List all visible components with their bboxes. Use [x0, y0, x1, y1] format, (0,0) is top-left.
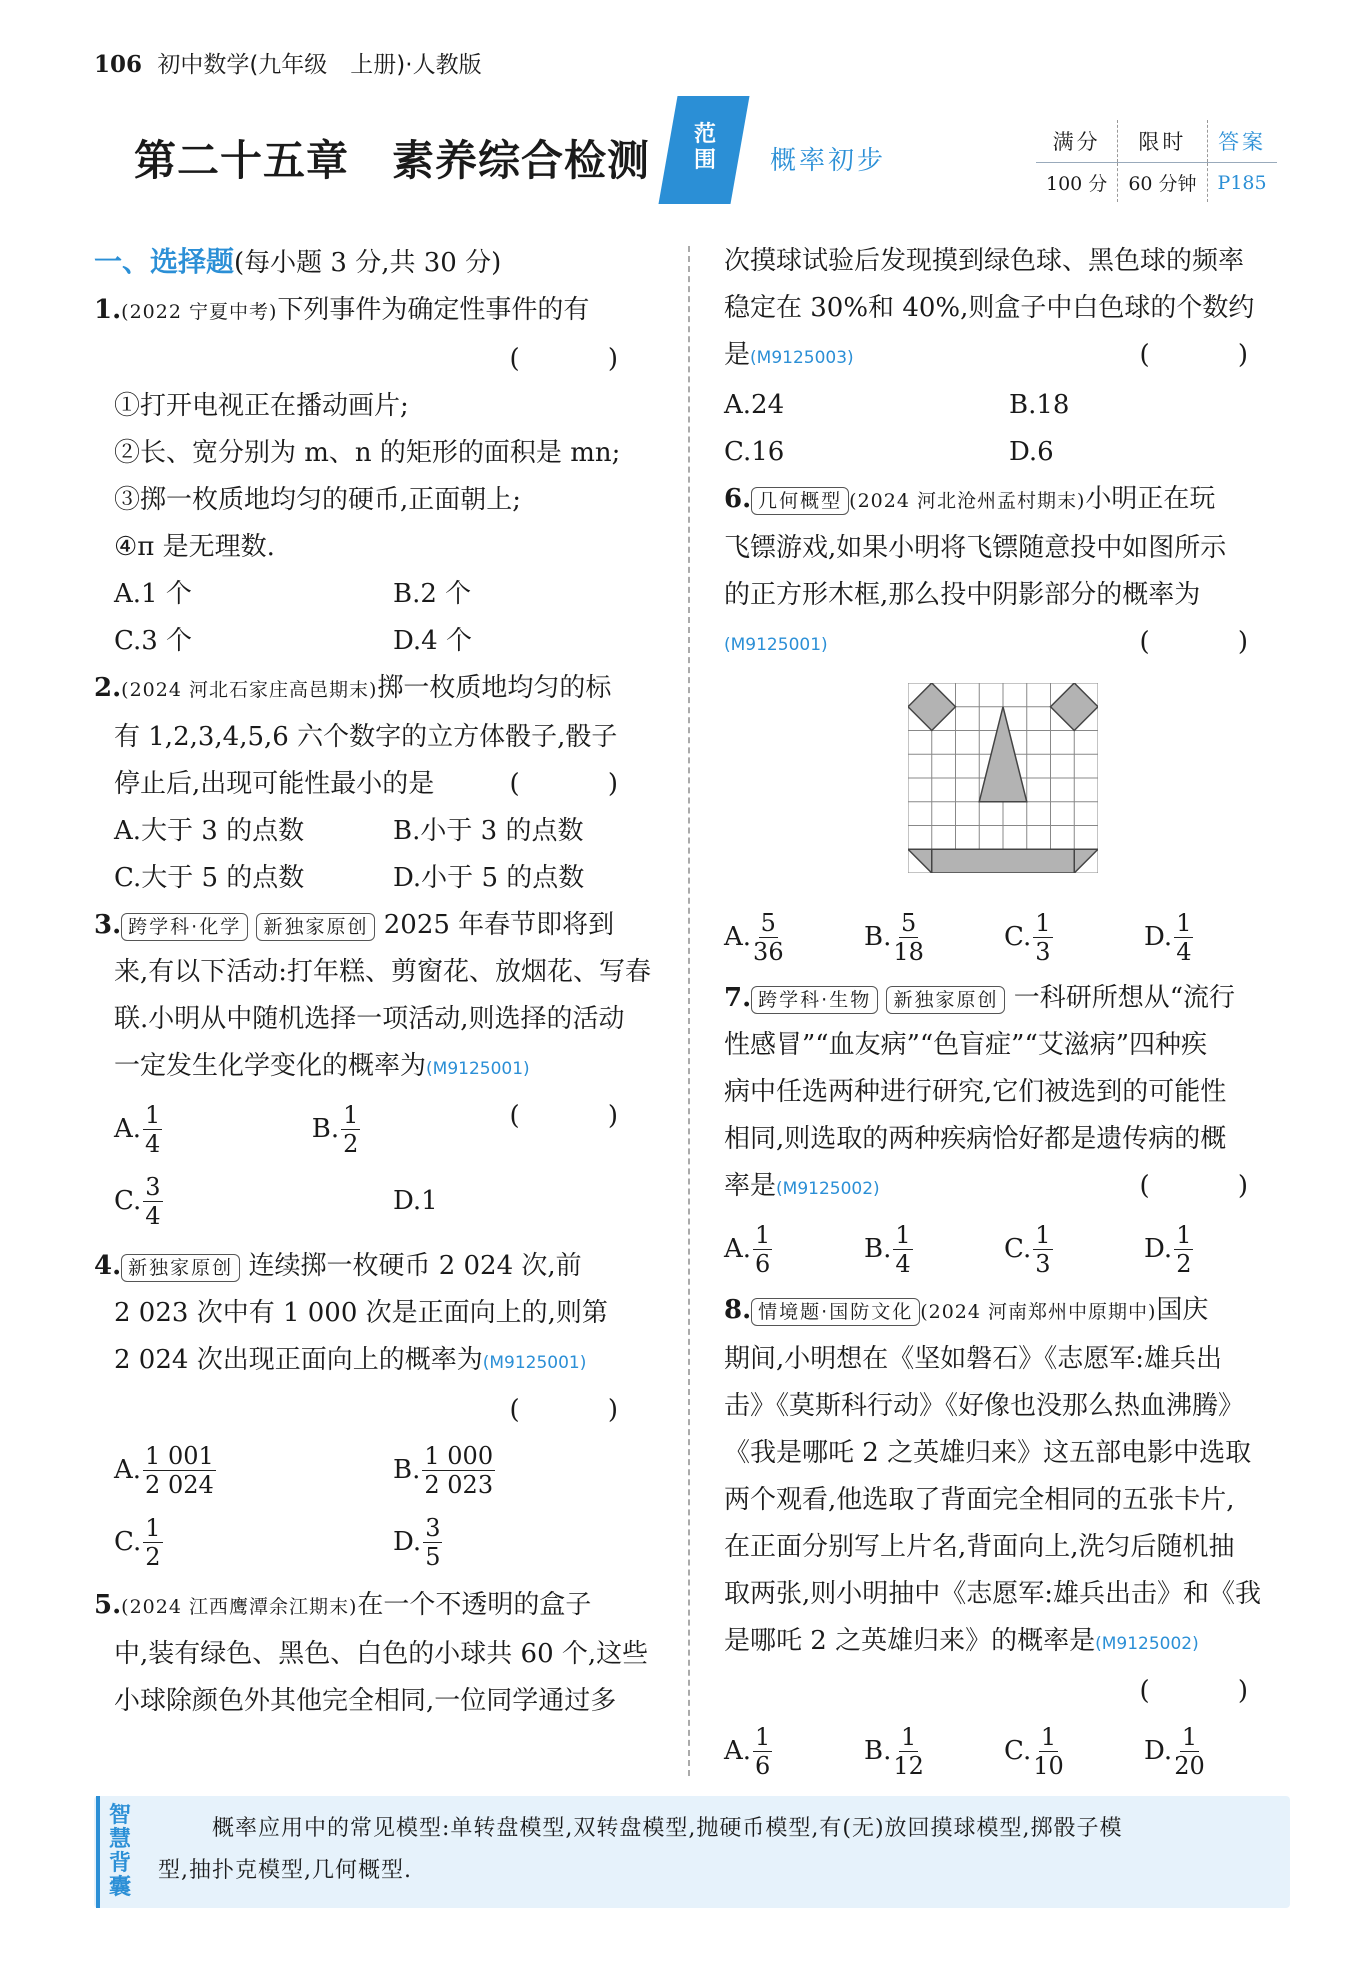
fraction-denominator: 12 [893, 1751, 924, 1780]
option-b[interactable] [312, 1093, 510, 1165]
answer-blank[interactable]: ( ) [1139, 1676, 1288, 1706]
question-8-options [724, 1715, 1302, 1787]
fraction-denominator: 2 023 [424, 1470, 494, 1499]
scope-content: 概率初步 [770, 146, 887, 176]
fraction-denominator: 4 [1176, 937, 1192, 966]
fraction-denominator: 2 [343, 1129, 359, 1158]
fraction-numerator: 1 000 [424, 1441, 494, 1470]
dartboard-figure [908, 683, 1098, 873]
question-7-stem [724, 975, 1302, 1022]
question-text: 联.小明从中随机选择一项活动,则选择的活动 [114, 1004, 625, 1034]
question-4-body [94, 1290, 672, 1578]
question-text: 掷一枚质地均匀的标 [377, 673, 612, 703]
question-text: 来,有以下活动:打年糕、剪窗花、放烟花、写春 [114, 957, 652, 987]
question-7-options [724, 1213, 1302, 1285]
option-b[interactable]: B.18 [1009, 390, 1070, 420]
option-c[interactable]: C.大于 5 的点数 [114, 863, 305, 893]
option-c[interactable] [1004, 1213, 1144, 1285]
question-number: 5. [94, 1590, 122, 1620]
question-1-stem [94, 287, 672, 336]
bottom-trapezoid [908, 849, 1098, 873]
context-tag: 情境题·国防文化 [751, 1298, 920, 1326]
option-letter: D. [1144, 1735, 1173, 1766]
list-item: ③掷一枚质地均匀的硬币,正面朝上; [114, 485, 522, 515]
tip-line: 概率应用中的常见模型:单转盘模型,双转盘模型,抛硬币模型,有(无)放回摸球模型,掷骰子模 [212, 1816, 1123, 1841]
fraction-denominator: 3 [1035, 937, 1051, 966]
tip-label: 智慧背囊 [108, 1803, 131, 1900]
question-text: 在正面分别写上片名,背面向上,洗匀后随机抽 [724, 1532, 1235, 1562]
tip-content [158, 1808, 1278, 1892]
fraction-numerator: 1 [755, 1722, 771, 1751]
fraction-numerator: 3 [145, 1172, 161, 1201]
option-d[interactable] [1144, 1715, 1284, 1787]
fraction-numerator: 3 [425, 1513, 441, 1542]
column-divider [688, 246, 690, 1776]
question-text: 是 [724, 340, 751, 370]
question-source: (2022 宁夏中考) [121, 301, 278, 323]
question-5-body [94, 1631, 672, 1725]
question-text: 在一个不透明的盒子 [357, 1590, 592, 1620]
section-title: 一、选择题 [94, 245, 235, 278]
fraction-numerator: 1 [1181, 1722, 1198, 1751]
option-c[interactable] [1004, 901, 1144, 973]
question-text: 一科研所想从“流行 [1013, 983, 1236, 1013]
question-text: 性感冒”“血友病”“色盲症”“艾滋病”四种疾 [724, 1030, 1208, 1060]
question-text: 《我是哪吒 2 之英雄归来》这五部电影中选取 [724, 1438, 1252, 1468]
option-a[interactable] [724, 1715, 864, 1787]
fraction-denominator: 4 [145, 1201, 161, 1230]
option-letter: C. [1004, 1233, 1032, 1264]
option-c[interactable]: C.3 个 [114, 626, 193, 656]
answer-blank[interactable]: ( ) [1139, 1171, 1288, 1201]
option-text: D.1 [393, 1185, 438, 1216]
option-c[interactable] [114, 1506, 393, 1578]
list-item: ①打开电视正在播动画片; [114, 391, 409, 421]
question-1-items [94, 383, 672, 665]
fraction-numerator: 1 [343, 1100, 359, 1129]
fraction-denominator: 20 [1174, 1751, 1205, 1780]
option-b[interactable] [864, 1715, 1004, 1787]
fraction-denominator: 6 [755, 1249, 771, 1278]
left-column [94, 238, 672, 1725]
fraction-denominator: 2 [1176, 1249, 1192, 1278]
question-text: 2 023 次中有 1 000 次是正面向上的,则第 [114, 1298, 608, 1328]
option-c[interactable]: C.16 [724, 437, 785, 467]
question-text: 的正方形木框,那么投中阴影部分的概率为 [724, 580, 1201, 610]
question-text: 2 024 次出现正面向上的概率为 [114, 1345, 483, 1375]
time-limit-label: 限时 [1118, 120, 1207, 163]
figure-container [724, 669, 1302, 901]
option-letter: C. [1004, 1735, 1032, 1766]
question-4-stem [94, 1243, 672, 1290]
option-letter: B. [393, 1454, 421, 1485]
question-number: 4. [94, 1251, 122, 1281]
question-number: 1. [94, 295, 122, 325]
page-number: 106 [94, 51, 143, 78]
option-a[interactable]: A.大于 3 的点数 [114, 816, 305, 846]
option-a[interactable] [724, 1213, 864, 1285]
question-3-stem [94, 902, 672, 949]
option-a[interactable]: A.24 [724, 390, 785, 420]
option-c[interactable] [1004, 1715, 1144, 1787]
fraction-numerator: 1 [145, 1513, 161, 1542]
question-number: 8. [724, 1295, 752, 1325]
question-text: 飞镖游戏,如果小明将飞镖随意投中如图所示 [724, 533, 1227, 563]
option-b[interactable]: B.2 个 [393, 579, 472, 609]
option-b[interactable] [393, 1434, 672, 1506]
fraction-denominator: 4 [145, 1129, 161, 1158]
option-a[interactable]: A.1 个 [114, 579, 192, 609]
question-text: 一定发生化学变化的概率为 [114, 1051, 427, 1081]
type-tag: 几何概型 [751, 487, 849, 515]
fraction-denominator: 18 [893, 937, 924, 966]
option-letter: B. [864, 1233, 892, 1264]
list-item: ④π 是无理数. [114, 532, 275, 562]
question-code[interactable]: (M9125002) [1095, 1634, 1199, 1654]
question-source: (2024 河北沧州孟村期末) [849, 490, 1086, 512]
question-text: 取两张,则小明抽中《志愿军:雄兵出击》和《我 [724, 1579, 1262, 1609]
tip-accent-bar [96, 1796, 100, 1908]
question-6-stem [724, 476, 1302, 525]
question-code[interactable]: (M9125003) [750, 348, 854, 368]
full-score-label: 满分 [1036, 120, 1118, 163]
subject-tag: 跨学科·化学 [121, 913, 248, 941]
answer-blank[interactable]: ( ) [509, 1101, 658, 1131]
answer-blank-line [94, 336, 672, 383]
fraction-numerator: 1 [1035, 1220, 1051, 1249]
option-c[interactable] [114, 1165, 393, 1237]
question-source: (2024 河北石家庄高邑期末) [121, 679, 378, 701]
option-d[interactable] [393, 1506, 672, 1578]
option-a[interactable] [724, 901, 864, 973]
question-text: 病中任选两种进行研究,它们被选到的可能性 [724, 1077, 1227, 1107]
question-text: 中,装有绿色、黑色、白色的小球共 60 个,这些 [114, 1639, 649, 1669]
question-text: 两个观看,他选取了背面完全相同的五张卡片, [724, 1485, 1235, 1515]
question-text: 次摸球试验后发现摸到绿色球、黑色球的频率 [724, 246, 1245, 276]
answer-page-link[interactable]: P185 [1207, 163, 1277, 203]
fraction-denominator: 6 [755, 1751, 771, 1780]
option-letter: C. [114, 1526, 142, 1557]
option-b[interactable]: B.小于 3 的点数 [393, 816, 584, 846]
original-tag: 新独家原创 [886, 986, 1005, 1014]
option-a[interactable] [114, 1434, 393, 1506]
fraction-numerator: 5 [901, 908, 917, 937]
question-text: 停止后,出现可能性最小的是 [114, 769, 435, 799]
fraction-denominator: 10 [1033, 1751, 1064, 1780]
right-column [724, 238, 1302, 1787]
list-item: ②长、宽分别为 m、n 的矩形的面积是 mn; [114, 438, 621, 468]
option-letter: B. [864, 921, 892, 952]
question-text: 期间,小明想在《坚如磐石》《志愿军:雄兵出 [724, 1344, 1223, 1374]
option-a[interactable] [114, 1093, 312, 1165]
page-title: 第二十五章 素养综合检测 [134, 136, 651, 185]
answer-label: 答案 [1207, 120, 1277, 163]
subject-tag: 跨学科·生物 [751, 986, 878, 1014]
section-heading [94, 238, 672, 287]
option-letter: C. [1004, 921, 1032, 952]
question-text: 稳定在 30%和 40%,则盒子中白色球的个数约 [724, 293, 1255, 323]
option-letter: D. [1144, 1233, 1173, 1264]
option-b[interactable] [864, 1213, 1004, 1285]
fraction-numerator: 1 [1040, 1722, 1057, 1751]
fraction-numerator: 1 [1176, 908, 1192, 937]
answer-blank[interactable]: ( ) [1139, 627, 1288, 657]
question-text: 击》《莫斯科行动》《好像也没那么热血沸腾》 [724, 1391, 1245, 1421]
question-text: 是哪吒 2 之英雄归来》的概率是 [724, 1626, 1096, 1656]
question-text: 国庆 [1156, 1295, 1209, 1325]
original-tag: 新独家原创 [121, 1254, 240, 1282]
option-letter: C. [114, 1185, 142, 1216]
fraction-denominator: 5 [425, 1542, 441, 1571]
question-number: 6. [724, 484, 752, 514]
answer-blank[interactable]: ( ) [509, 769, 658, 799]
fraction-denominator: 36 [753, 937, 784, 966]
option-b[interactable] [864, 901, 1004, 973]
question-text: 2025 年春节即将到 [383, 910, 615, 940]
question-5-stem [94, 1582, 672, 1631]
section-note: (每小题 3 分,共 30 分) [234, 248, 502, 278]
option-d[interactable]: D.6 [1009, 437, 1054, 467]
option-letter: B. [864, 1735, 892, 1766]
question-code[interactable]: (M9125001) [724, 635, 828, 655]
question-2-stem [94, 665, 672, 714]
question-text: 率是 [724, 1171, 777, 1201]
option-d[interactable] [1144, 1213, 1284, 1285]
fraction-numerator: 5 [760, 908, 776, 937]
option-letter: A. [724, 1735, 752, 1766]
option-letter: D. [393, 1526, 422, 1557]
option-letter: A. [724, 921, 752, 952]
original-tag: 新独家原创 [256, 913, 375, 941]
tip-line: 型,抽扑克模型,几何概型. [158, 1858, 412, 1883]
fraction-denominator: 4 [895, 1249, 911, 1278]
option-d[interactable] [393, 1165, 672, 1237]
question-source: (2024 河南郑州中原期中) [920, 1301, 1157, 1323]
question-6-options [724, 901, 1302, 973]
question-8-stem [724, 1287, 1302, 1336]
question-number: 7. [724, 983, 752, 1013]
fraction-numerator: 1 [895, 1220, 911, 1249]
answer-blank[interactable]: ( ) [1139, 340, 1288, 370]
fraction-numerator: 1 [145, 1100, 161, 1129]
question-number: 2. [94, 673, 122, 703]
question-text: 下列事件为确定性事件的有 [277, 295, 590, 325]
fraction-numerator: 1 [755, 1220, 771, 1249]
question-code[interactable]: (M9125001) [426, 1059, 530, 1079]
option-letter: B. [311, 1113, 340, 1144]
fraction-denominator: 2 024 [145, 1470, 214, 1499]
right-diamond [1051, 683, 1099, 731]
question-text: 有 1,2,3,4,5,6 六个数字的立方体骰子,骰子 [114, 722, 618, 752]
fraction-numerator: 1 [901, 1722, 917, 1751]
question-text: 小球除颜色外其他完全相同,一位同学通过多 [114, 1686, 617, 1716]
fraction-numerator: 1 [1176, 1220, 1192, 1249]
book-title: 初中数学(九年级 上册)·人教版 [157, 52, 482, 78]
option-letter: A. [114, 1454, 142, 1485]
option-d[interactable] [1144, 901, 1284, 973]
question-code[interactable]: (M9125001) [482, 1353, 587, 1373]
question-code[interactable]: (M9125002) [776, 1179, 880, 1199]
fraction-denominator: 2 [145, 1542, 161, 1571]
fraction-numerator: 1 001 [145, 1441, 214, 1470]
scope-label: 范围 [693, 122, 716, 173]
option-d[interactable]: D.小于 5 的点数 [393, 863, 585, 893]
question-2-body [94, 714, 672, 902]
question-source: (2024 江西鹰潭余江期末) [121, 1596, 358, 1618]
full-score-value: 100 分 [1046, 173, 1108, 195]
question-3-body [94, 949, 672, 1237]
question-text: 相同,则选取的两种疾病恰好都是遗传病的概 [724, 1124, 1227, 1154]
page-header [94, 46, 482, 79]
left-diamond [908, 683, 956, 731]
answer-blank[interactable]: ( ) [509, 1395, 658, 1425]
option-letter: D. [1144, 921, 1173, 952]
question-number: 3. [94, 910, 122, 940]
time-limit-value: 60 分钟 [1118, 163, 1207, 203]
option-letter: A. [114, 1113, 142, 1144]
fraction-numerator: 1 [1035, 908, 1051, 937]
option-letter: A. [724, 1233, 752, 1264]
answer-blank[interactable]: ( ) [509, 344, 658, 374]
info-table [1036, 120, 1277, 202]
question-text: 小明正在玩 [1085, 484, 1216, 514]
fraction-denominator: 3 [1035, 1249, 1051, 1278]
question-text: 连续掷一枚硬币 2 024 次,前 [248, 1251, 582, 1281]
option-d[interactable]: D.4 个 [393, 626, 472, 656]
